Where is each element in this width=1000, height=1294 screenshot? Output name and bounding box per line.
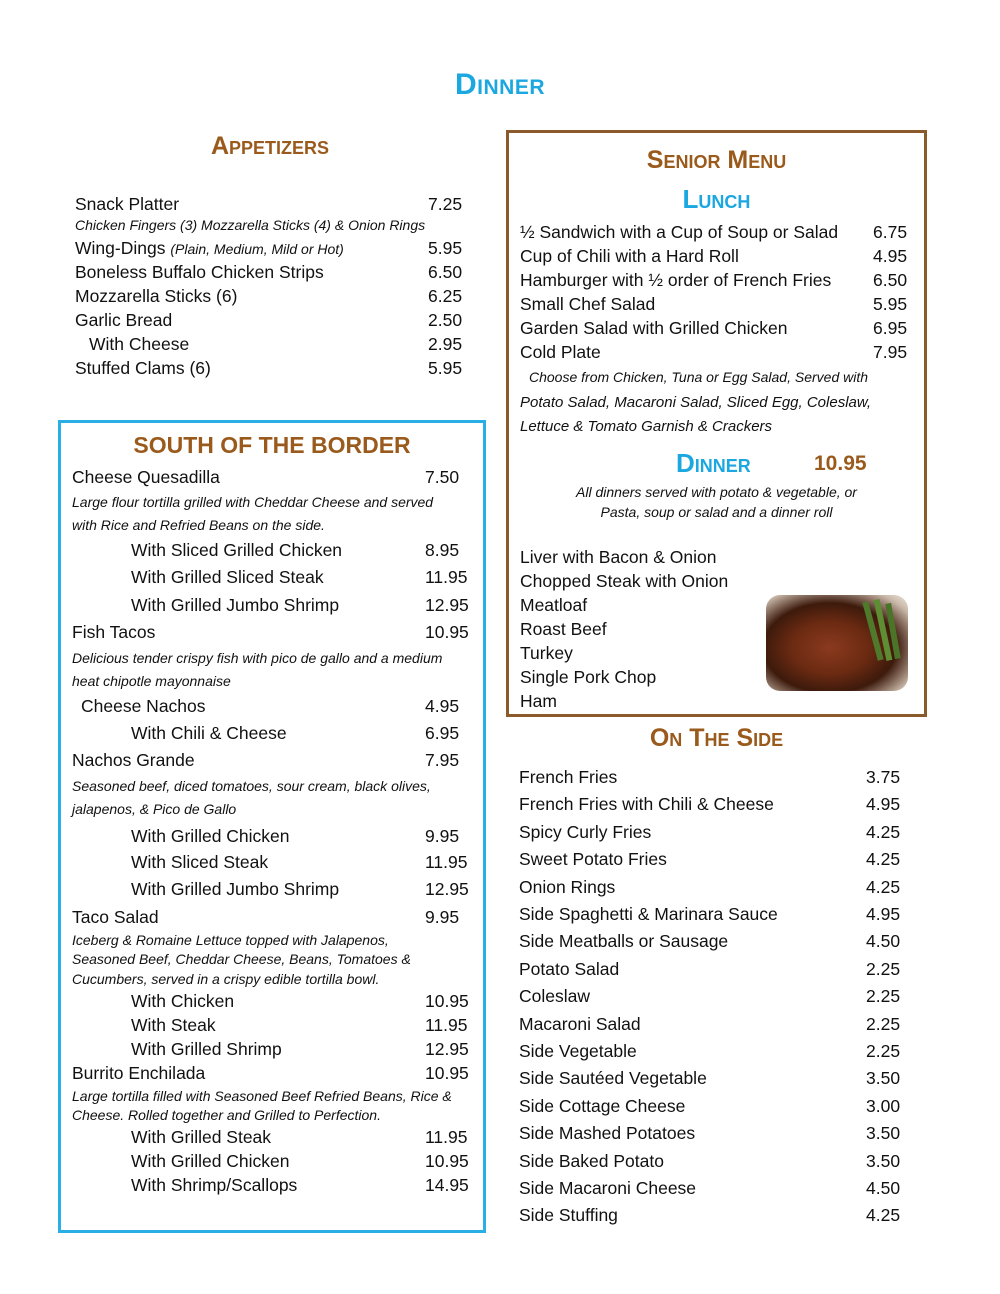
menu-item-name: With Sliced Grilled Chicken [131,540,343,560]
menu-item-name: Garden Salad with Grilled Chicken [520,318,788,338]
menu-item-name: Coleslaw [519,986,590,1007]
on-the-side-title: On The Side [649,724,784,752]
menu-item-name: Turkey [520,643,573,663]
menu-item-name: With Steak [131,1015,216,1035]
menu-item-price: 12.95 [425,879,469,899]
menu-item-price: 3.50 [866,1150,901,1171]
menu-item-price: 9.95 [425,826,460,846]
dinner-note-line: All dinners served with potato & vegetable, or [576,484,857,500]
menu-item-price: 3.50 [866,1068,901,1089]
menu-item-name: With Chili & Cheese [131,723,287,743]
menu-item-name: Side Mashed Potatoes [519,1123,696,1144]
menu-item-name: With Grilled Sliced Steak [131,567,324,587]
menu-item-name: Spicy Curly Fries [519,821,652,842]
menu-item-name: Onion Rings [519,876,616,897]
page-title: Dinner [454,68,545,101]
menu-item-price: 7.95 [425,750,460,770]
dinner-title: Dinner [676,448,751,478]
menu-item-price: 6.75 [873,222,908,242]
menu-item-price: 12.95 [425,1039,469,1059]
menu-item-name: Cheese Nachos [81,696,206,716]
menu-item-name: With Chicken [131,991,235,1011]
menu-item-price: 4.50 [866,1178,901,1198]
menu-item-price: 10.95 [425,1151,469,1171]
menu-item-price: 7.25 [428,194,463,214]
menu-item-name: With Grilled Steak [131,1127,272,1147]
menu-item-price: 8.95 [425,540,460,560]
appetizers-title: Appetizers [210,132,330,160]
menu-item-name: Cold Plate [520,342,601,362]
cold-plate-note-line: Choose from Chicken, Tuna or Egg Salad, Served with [529,369,869,385]
steak-photo [766,595,908,691]
menu-item-description: Seasoned Beef, Cheddar Cheese, Beans, Tomatoes & [72,951,411,967]
menu-item-price: 2.25 [866,1041,901,1061]
menu-item-name: Garlic Bread [75,310,173,330]
menu-item-name-text: Wing-Dings [75,238,166,258]
menu-item-name: With Grilled Jumbo Shrimp [131,595,340,615]
menu-item-name: Fish Tacos [72,622,156,642]
menu-item-price: 2.50 [428,310,463,330]
menu-item-price: 5.95 [428,358,463,378]
menu-item-price: 4.50 [866,931,901,952]
menu-item-name: With Shrimp/Scallops [131,1175,298,1195]
menu-item-price: 4.25 [866,876,901,897]
menu-item-price: 6.95 [425,723,460,743]
menu-item-price: 2.25 [866,986,901,1007]
menu-item-price: 3.75 [866,767,901,787]
menu-item-description: Chicken Fingers (3) Mozzarella Sticks (4) & Onion Rings [75,217,426,233]
cold-plate-note-line: Lettuce & Tomato Garnish & Crackers [520,418,773,435]
menu-item-description: Seasoned beef, diced tomatoes, sour cream, black olives, [72,778,431,794]
menu-item-price: 11.95 [425,852,468,872]
menu-item-price: 14.95 [425,1175,469,1195]
menu-item-name: With Grilled Chicken [131,826,290,846]
menu-item-description: Cucumbers, served in a crispy edible tortilla bowl. [72,971,380,987]
menu-item-price: 4.25 [866,1205,901,1226]
menu-item-price: 5.95 [873,294,908,314]
menu-item-price: 6.50 [428,262,463,282]
menu-item-name: Side Stuffing [519,1205,618,1226]
menu-item-name [75,238,344,259]
menu-item-name: Roast Beef [520,619,607,639]
menu-item-name: French Fries [519,767,618,787]
menu-item-price: 10.95 [425,1063,469,1083]
menu-item-name: Side Meatballs or Sausage [519,931,729,952]
menu-item-name: Side Cottage Cheese [519,1095,686,1116]
menu-item-price: 12.95 [425,595,469,615]
dinner-price: 10.95 [814,452,867,475]
menu-item-price: 4.95 [866,794,901,815]
menu-item-price: 3.00 [866,1095,901,1116]
menu-item-price: 11.95 [425,567,468,587]
menu-item-name: With Grilled Jumbo Shrimp [131,879,340,899]
menu-item-name: Sweet Potato Fries [519,849,667,870]
menu-item-price: 4.25 [866,849,901,870]
menu-item-price: 4.95 [873,246,908,266]
menu-item-description: Large flour tortilla grilled with Cheddar Cheese and served [72,494,434,510]
menu-item-name: Meatloaf [520,595,588,615]
menu-item-description: Delicious tender crispy fish with pico de gallo and a medium [72,650,443,666]
menu-item-name: Cup of Chili with a Hard Roll [520,246,739,266]
menu-item-price: 6.50 [873,270,908,290]
menu-item-description: Iceberg & Romaine Lettuce topped with Jalapenos, [72,932,389,948]
dinner-note-line: Pasta, soup or salad and a dinner roll [600,504,833,520]
menu-item-name: Liver with Bacon & Onion [520,547,717,567]
menu-item-name: French Fries with Chili & Cheese [519,794,774,815]
menu-item-price: 2.95 [428,334,463,354]
menu-item-name: Side Spaghetti & Marinara Sauce [519,904,778,924]
menu-item-name: Stuffed Clams (6) [75,358,211,378]
menu-item-price: 4.95 [866,904,901,924]
menu-item-price: 11.95 [425,1015,468,1035]
menu-item-name: Cheese Quesadilla [72,467,220,487]
menu-item-description: Cheese. Rolled together and Grilled to Perfection. [72,1107,381,1123]
menu-item-description: Large tortilla filled with Seasoned Beef Refried Beans, Rice & [72,1088,452,1104]
menu-item-price: 3.50 [866,1123,901,1144]
menu-item-description: (Plain, Medium, Mild or Hot) [170,241,344,257]
menu-item-description: with Rice and Refried Beans on the side. [72,517,325,533]
menu-item-price: 7.50 [425,467,460,487]
menu-item-price: 6.95 [873,318,908,338]
menu-item-price: 4.95 [425,696,460,716]
senior-menu-title: Senior Menu [646,146,787,174]
menu-item-price: 4.25 [866,821,901,842]
menu-item-name: With Grilled Shrimp [131,1039,282,1059]
menu-item-description: heat chipotle mayonnaise [72,673,231,689]
menu-item-price: 10.95 [425,991,469,1011]
menu-item-name: Chopped Steak with Onion [520,571,729,591]
south-of-the-border-title: SOUTH OF THE BORDER [133,432,411,458]
menu-item-name: Small Chef Salad [520,294,656,314]
menu-item-name: With Sliced Steak [131,852,269,872]
menu-item-price: 11.95 [425,1127,468,1147]
menu-item-name: Side Sautéed Vegetable [519,1068,707,1089]
menu-item-name: Side Macaroni Cheese [519,1178,697,1198]
menu-item-description: jalapenos, & Pico de Gallo [72,801,237,817]
menu-item-name: Boneless Buffalo Chicken Strips [75,262,324,282]
menu-item-name: Potato Salad [519,958,620,979]
menu-item-price: 2.25 [866,1013,901,1034]
menu-item-name: Side Baked Potato [519,1150,664,1171]
menu-item-name: Snack Platter [75,194,180,214]
menu-item-price: 6.25 [428,286,463,306]
menu-item-name: Nachos Grande [72,750,195,770]
menu-item-name: Burrito Enchilada [72,1063,206,1083]
menu-item-price: 7.95 [873,342,908,362]
menu-item-price: 2.25 [866,958,901,979]
menu-item-name: ½ Sandwich with a Cup of Soup or Salad [520,222,839,242]
menu-item-price: 9.95 [425,907,460,927]
lunch-title: Lunch [682,184,751,214]
menu-item-name: Side Vegetable [519,1041,637,1061]
menu-item-name: Macaroni Salad [519,1013,641,1034]
menu-item-name: Single Pork Chop [520,667,657,687]
menu-item-name: Mozzarella Sticks (6) [75,286,238,306]
menu-item-name: Hamburger with ½ order of French Fries [520,270,832,290]
menu-item-name: With Cheese [89,334,190,354]
menu-item-name: With Grilled Chicken [131,1151,290,1171]
cold-plate-note-line: Potato Salad, Macaroni Salad, Sliced Egg, Coleslaw, [520,394,872,411]
menu-item-price: 5.95 [428,238,463,258]
menu-item-name: Ham [520,691,557,711]
menu-item-name: Taco Salad [72,907,159,927]
menu-item-price: 10.95 [425,622,469,642]
